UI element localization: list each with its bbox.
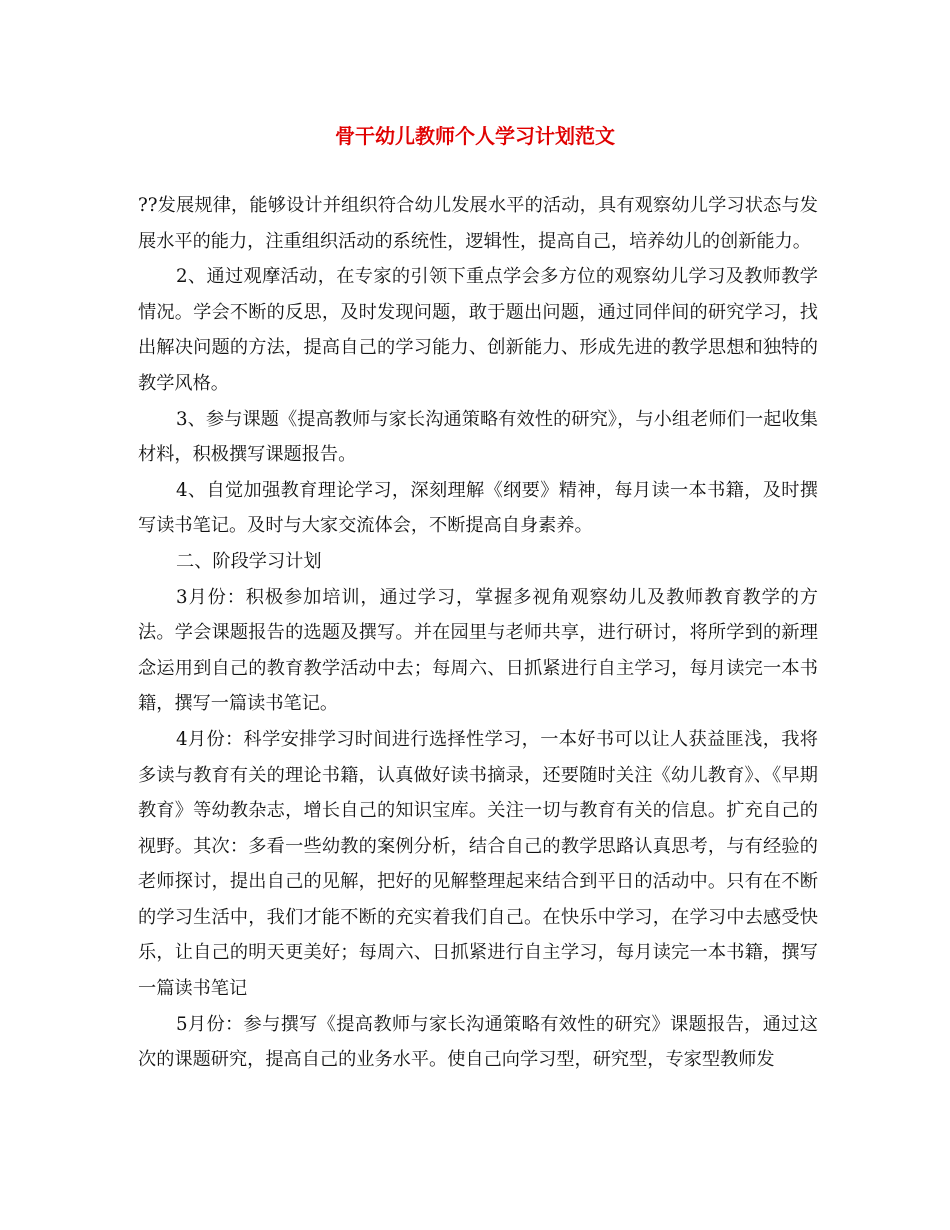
paragraph-item-4: 4、自觉加强教育理论学习，深刻理解《纲要》精神，每月读一本书籍，及时撰写读书笔记。及时与大家交流体会，不断提高自身素养。 — [138, 479, 818, 537]
paragraph-march: 3月份：积极参加培训，通过学习，掌握多视角观察幼儿及教师教育教学的方法。学会课题报告的选题及撰写。并在园里与老师共享，进行研讨，将所学到的新理念运用到自己的教育教学活动中去；每周六、日抓紧进行自主学习，每月读完一本书籍，撰写一篇读书笔记。 — [138, 586, 818, 715]
paragraph-may: 5月份：参与撰写《提高教师与家长沟通策略有效性的研究》课题报告，通过这次的课题研究，提高自己的业务水平。使自己向学习型，研究型，专家型教师发 — [138, 1013, 818, 1071]
section-heading-stage-plan: 二、阶段学习计划 — [176, 550, 322, 572]
document-body — [138, 188, 818, 1078]
paragraph-april: 4月份：科学安排学习时间进行选择性学习，一本好书可以让人获益匪浅，我将多读与教育有关的理论书籍，认真做好读书摘录，还要随时关注《幼儿教育》、《早期教育》等幼教杂志，增长自己的知识宝库。关注一切与教育有关的信息。扩充自己的视野。其次：多看一些幼教的案例分析，结合自己的教学思路认真思考，与有经验的老师探讨，提出自己的见解，把好的见解整理起来结合到平日的活动中。只有在不断的学习生活中，我们才能不断的充实着我们自己。在快乐中学习，在学习中去感受快乐，让自己的明天更美好；每周六、日抓紧进行自主学习，每月读完一本书籍，撰写一篇读书笔记 — [138, 728, 818, 1000]
paragraph-item-2: 2、通过观摩活动，在专家的引领下重点学会多方位的观察幼儿学习及教师教学情况。学会不断的反思，及时发现问题，敢于题出问题，通过同伴间的研究学习，找出解决问题的方法，提高自己的学习能力、创新能力、形成先进的教学思想和独特的教学风格。 — [138, 266, 818, 394]
paragraph-continuation: ??发展规律，能够设计并组织符合幼儿发展水平的活动，具有观察幼儿学习状态与发展水平的能力，注重组织活动的系统性，逻辑性，提高自己，培养幼儿的创新能力。 — [138, 195, 818, 252]
document-title: 骨干幼儿教师个人学习计划范文 — [335, 124, 615, 148]
paragraph-item-3: 3、参与课题《提高教师与家长沟通策略有效性的研究》，与小组老师们一起收集材料，积极撰写课题报告。 — [138, 408, 818, 466]
